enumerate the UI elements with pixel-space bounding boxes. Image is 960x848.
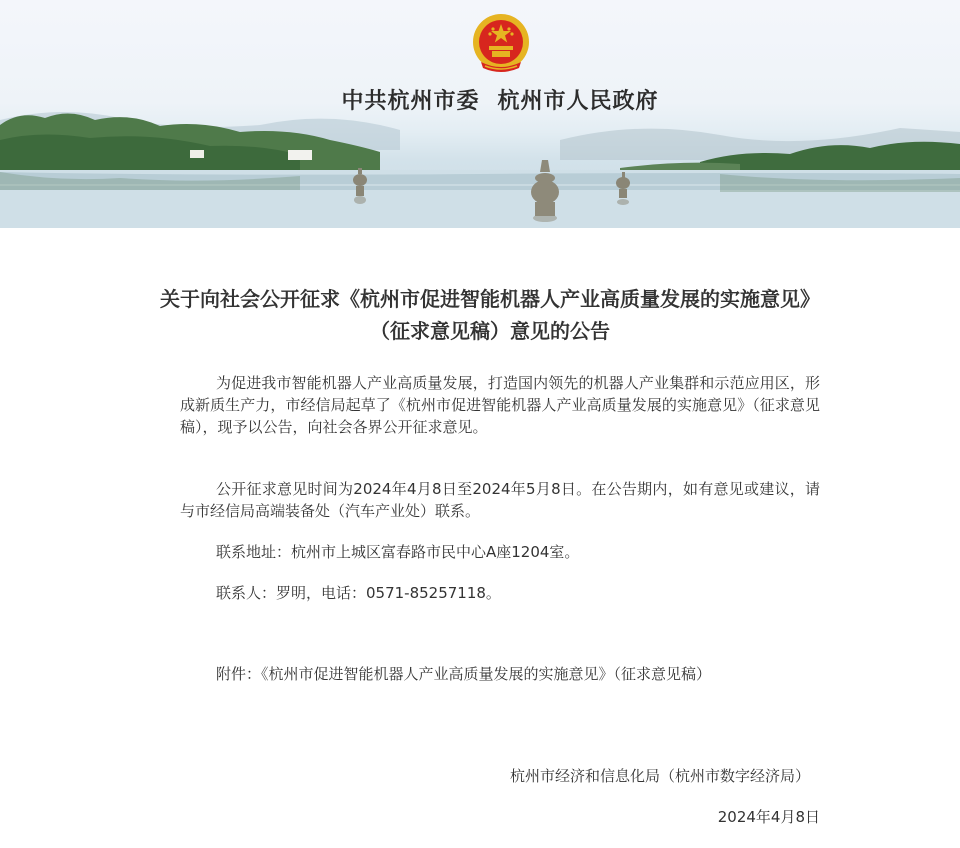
paragraph-contact: 联系人：罗明，电话：0571-85257118。	[216, 584, 501, 602]
pagoda-center-icon	[531, 160, 559, 222]
banner-title-party: 中共杭州市委	[341, 88, 480, 114]
paragraph-intro: 为促进我市智能机器人产业高质量发展，打造国内领先的机器人产业集群和示范应用区，形成新质生产力，市经信局起草了《杭州市促进智能机器人产业高质量发展的实施意见》（征求意见稿），现予以公告，向社会各界公开征求意见。	[180, 374, 820, 436]
attachment-link[interactable]: 附件：《杭州市促进智能机器人产业高质量发展的实施意见》（征求意见稿）	[216, 665, 712, 683]
national-emblem-icon	[471, 12, 531, 76]
banner-title-government: 杭州市人民政府	[497, 88, 659, 114]
publish-date: 2024年4月8日	[717, 808, 820, 826]
signer: 杭州市经济和信息化局（杭州市数字经济局）	[509, 767, 810, 785]
banner-title	[0, 84, 960, 115]
header-banner	[0, 0, 960, 228]
page-title: 关于向社会公开征求《杭州市促进智能机器人产业高质量发展的实施意见》（征求意见稿）意见的公告	[160, 287, 820, 343]
paragraph-period: 公开征求意见时间为2024年4月8日至2024年5月8日。在公告期内，如有意见或建议，请与市经信局高端装备处（汽车产业处）联系。	[180, 480, 820, 520]
paragraph-address: 联系地址：杭州市上城区富春路市民中心A座1204室。	[216, 543, 580, 561]
